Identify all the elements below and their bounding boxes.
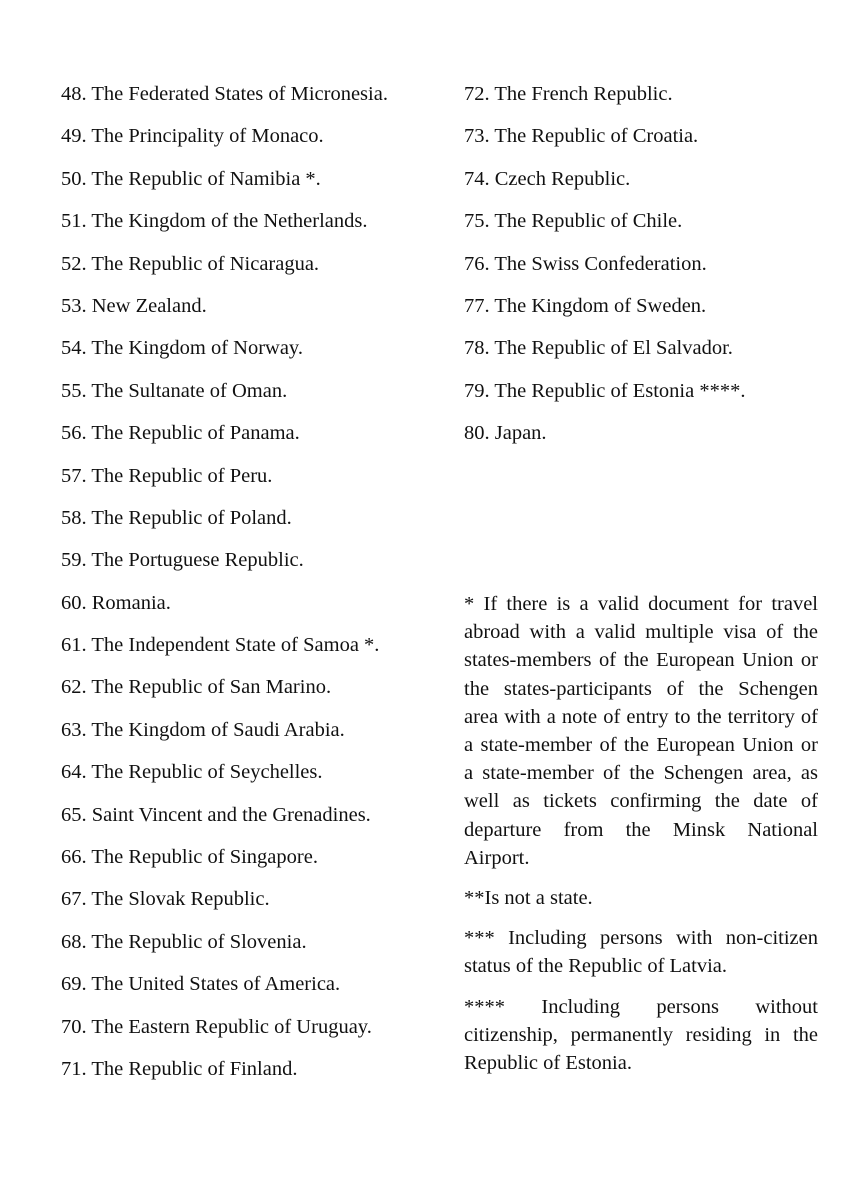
country-list-left <box>61 80 441 1097</box>
list-item: 79. The Republic of Estonia ****. <box>464 379 746 402</box>
list-item: 80. Japan. <box>464 422 547 445</box>
list-item: 62. The Republic of San Marino. <box>61 676 332 699</box>
list-item: 52. The Republic of Nicaragua. <box>61 252 320 275</box>
list-item: 72. The French Republic. <box>464 83 673 105</box>
list-item: 49. The Principality of Monaco. <box>61 125 324 148</box>
list-item: 55. The Sultanate of Oman. <box>61 379 288 402</box>
list-item: 76. The Swiss Confederation. <box>464 252 707 275</box>
list-item: 51. The Kingdom of the Netherlands. <box>61 210 368 233</box>
list-item: 78. The Republic of El Salvador. <box>464 337 733 360</box>
list-item: 50. The Republic of Namibia *. <box>61 167 321 190</box>
list-item: 64. The Republic of Seychelles. <box>61 761 323 784</box>
list-item: 68. The Republic of Slovenia. <box>61 930 307 953</box>
list-item: 48. The Federated States of Micronesia. <box>61 83 388 105</box>
list-item: 73. The Republic of Croatia. <box>464 125 699 148</box>
list-item: 71. The Republic of Finland. <box>61 1057 298 1080</box>
list-item: 67. The Slovak Republic. <box>61 888 270 911</box>
list-item: 58. The Republic of Poland. <box>61 506 292 529</box>
list-item: 75. The Republic of Chile. <box>464 210 683 233</box>
list-item: 61. The Independent State of Samoa *. <box>61 634 380 657</box>
list-item: 65. Saint Vincent and the Grenadines. <box>61 803 371 826</box>
footnote-single-asterisk: * If there is a valid document for travel abroad with a valid multiple visa of the states-members of the European Union or the states-participants of the Schengen area with a note of entry to the territory of a state-member of the European Union or a state-member of the Schengen area, as well as tickets confirming the date of departure from the Minsk National Airport. <box>464 593 818 869</box>
list-item: 74. Czech Republic. <box>464 167 631 190</box>
list-item: 57. The Republic of Peru. <box>61 464 273 487</box>
list-item: 56. The Republic of Panama. <box>61 422 300 445</box>
list-item: 53. New Zealand. <box>61 294 207 317</box>
footnote-quadruple-asterisk: **** Including persons without citizenship, permanently residing in the Republic of Estonia. <box>464 995 818 1075</box>
list-item: 63. The Kingdom of Saudi Arabia. <box>61 718 345 741</box>
list-item: 66. The Republic of Singapore. <box>61 846 318 869</box>
list-item: 77. The Kingdom of Sweden. <box>464 294 707 317</box>
list-item: 59. The Portuguese Republic. <box>61 549 304 572</box>
footnotes <box>464 590 818 1089</box>
footnote-double-asterisk: **Is not a state. <box>464 887 593 910</box>
list-item: 54. The Kingdom of Norway. <box>61 337 303 360</box>
list-item: 70. The Eastern Republic of Uruguay. <box>61 1015 372 1038</box>
country-list-right <box>464 80 818 462</box>
list-item: 69. The United States of America. <box>61 973 341 996</box>
footnote-triple-asterisk: *** Including persons with non-citizen status of the Republic of Latvia. <box>464 927 818 978</box>
list-item: 60. Romania. <box>61 591 171 614</box>
